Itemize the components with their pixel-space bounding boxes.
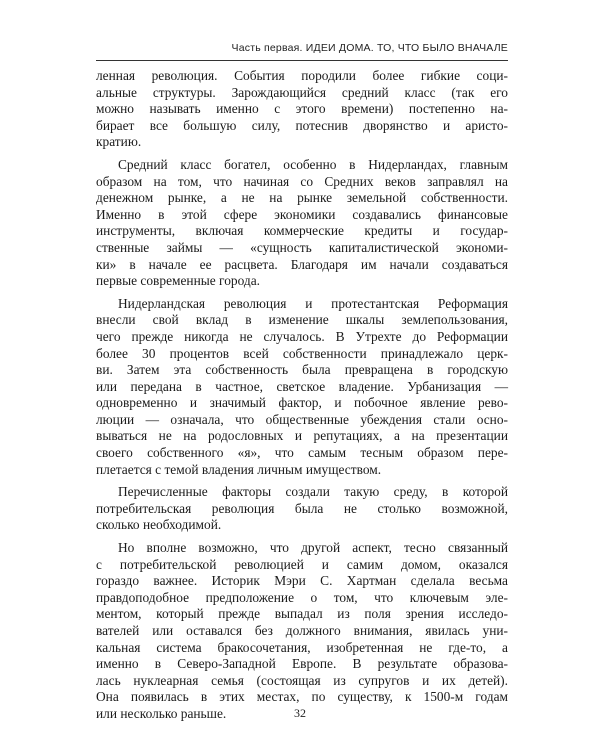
text-line: Но вполне возможно, что другой аспект, тесно связанный <box>118 540 508 556</box>
text-line: Нидерландская революция и протестантская Реформация <box>118 295 508 311</box>
paragraph <box>96 296 508 479</box>
text-line: сколько необходимой. <box>96 517 222 533</box>
text-line: своего собственного «я», что самым тесным образом пере- <box>96 445 508 461</box>
text-line: потребительская революция была не столько возможной, <box>96 500 508 516</box>
header-rule <box>96 60 508 61</box>
text-line: чего прежде никогда не случалось. В Утрехте до Реформации <box>96 328 508 344</box>
text-line: вываться не на родословных и репутациях, а на презентации <box>96 428 508 444</box>
text-line: одновременно и значимый фактор, и побочное явление рево- <box>96 395 508 411</box>
text-line: или передана в частное, светское владение. Урбанизация — <box>96 378 508 394</box>
body-text <box>96 68 508 729</box>
page-number: 32 <box>294 706 306 720</box>
text-line: можно называть именно с этого времени) постепенно на- <box>96 101 508 117</box>
text-line: инструменты, включая коммерческие кредиты и государ- <box>96 223 508 239</box>
text-line: Средний класс богател, особенно в Нидерландах, главным <box>118 156 508 172</box>
paragraph <box>96 68 508 151</box>
text-line: правдоподобное предположение о том, что ключевым эле- <box>96 589 508 605</box>
running-head: Часть первая. ИДЕИ ДОМА. ТО, ЧТО БЫЛО ВНАЧАЛЕ <box>231 42 508 54</box>
text-line: бирает все большую силу, потеснив дворянство и аристо- <box>96 117 508 133</box>
text-line: ментом, который прежде выпадал из поля зрения исследо- <box>96 606 508 622</box>
text-line: кальная система бракосочетания, изобретенная не где-то, а <box>96 639 508 655</box>
text-line: кратию. <box>96 134 142 150</box>
text-line: Именно в этой сфере экономики создавались финансовые <box>96 206 508 222</box>
paragraph <box>96 157 508 290</box>
text-line: или несколько раньше. <box>96 705 227 721</box>
text-line: лась нуклеарная семья (состоящая из супругов и их детей). <box>96 672 508 688</box>
text-line: Перечисленные факторы создали такую среду, в которой <box>118 484 508 500</box>
paragraph <box>96 540 508 723</box>
text-line: вателей или оставался без должного внимания, явилась уни- <box>96 623 508 638</box>
text-line: ственные займы — «сущность капиталистической экономи- <box>96 239 508 255</box>
text-line: именно в Северо-Западной Европе. В результате образова- <box>96 656 508 672</box>
text-line: ленная революция. События породили более гибкие соци- <box>96 68 508 83</box>
text-line: первые современные города. <box>96 273 261 289</box>
text-line: более 30 процентов всей собственности принадлежало церк- <box>96 345 508 361</box>
text-line: с потребительской революцией и самим домом, оказался <box>96 556 508 572</box>
text-line: люции — означала, что общественные убеждения стали осно- <box>96 411 508 427</box>
text-line: ки» в начале ее расцвета. Благодаря им начали создаваться <box>96 256 508 272</box>
text-line: Она появилась в этих местах, по существу, к 1500-м годам <box>96 689 508 705</box>
paragraph <box>96 484 508 534</box>
text-line: плетается с темой владения личным имуществом. <box>96 461 382 477</box>
text-line: внесли свой вклад в изменение шкалы землепользования, <box>96 312 508 328</box>
text-line: гораздо важнее. Историк Мэри С. Хартман сделала весьма <box>96 573 508 589</box>
text-line: альные структуры. Зарождающийся средний класс (так его <box>96 84 508 100</box>
text-line: ви. Затем эта собственность была превращена в городскую <box>96 362 508 378</box>
text-line: образом на том, что начиная со Средних веков заправлял на <box>96 173 508 189</box>
text-line: денежном рынке, а не на рынке земельной собственности. <box>96 190 508 206</box>
